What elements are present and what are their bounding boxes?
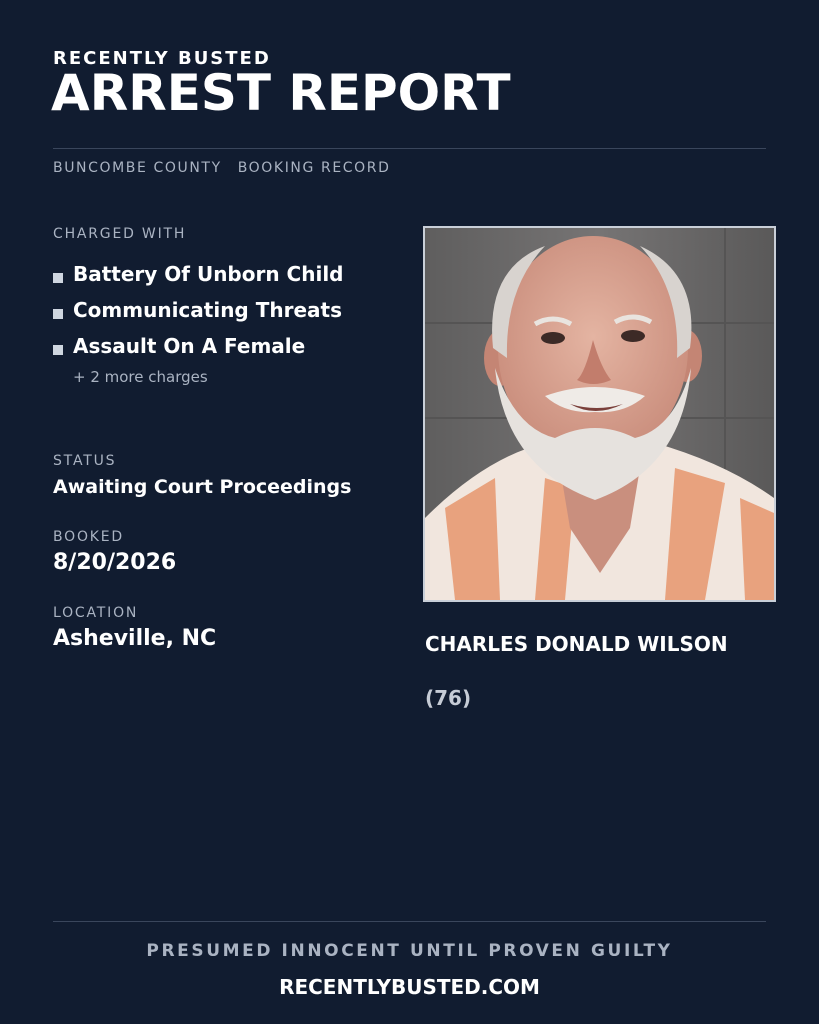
person-age: (76)	[425, 686, 472, 710]
person-name: CHARLES DONALD WILSON	[425, 632, 728, 656]
charges-list	[53, 256, 344, 364]
charges-label: CHARGED WITH	[53, 226, 187, 242]
location-value: Asheville, NC	[53, 626, 217, 651]
booking-meta	[53, 160, 390, 176]
status-label: STATUS	[53, 453, 117, 469]
booked-date: 8/20/2026	[53, 550, 177, 575]
page-title: ARREST REPORT	[51, 64, 511, 122]
header-divider	[53, 148, 766, 149]
mugshot-photo	[423, 226, 776, 602]
footer-divider	[53, 921, 766, 922]
more-charges-note: + 2 more charges	[73, 368, 208, 386]
charge-text: Communicating Threats	[73, 298, 342, 322]
brand-kicker: RECENTLY BUSTED	[53, 48, 271, 69]
charge-text: Battery Of Unborn Child	[73, 262, 344, 286]
charge-item	[53, 292, 344, 328]
county-label: BUNCOMBE COUNTY	[53, 160, 222, 176]
status-value: Awaiting Court Proceedings	[53, 476, 352, 498]
charge-text: Assault On A Female	[73, 334, 306, 358]
square-bullet-icon	[53, 345, 63, 355]
disclaimer-text: PRESUMED INNOCENT UNTIL PROVEN GUILTY	[146, 941, 673, 961]
booked-label: BOOKED	[53, 529, 125, 545]
square-bullet-icon	[53, 309, 63, 319]
charge-item	[53, 328, 344, 364]
square-bullet-icon	[53, 273, 63, 283]
site-link[interactable]: RECENTLYBUSTED.COM	[279, 975, 540, 999]
record-type-label: BOOKING RECORD	[237, 160, 391, 176]
location-label: LOCATION	[53, 605, 139, 621]
charge-item	[53, 256, 344, 292]
mugshot-illustration	[425, 228, 774, 600]
